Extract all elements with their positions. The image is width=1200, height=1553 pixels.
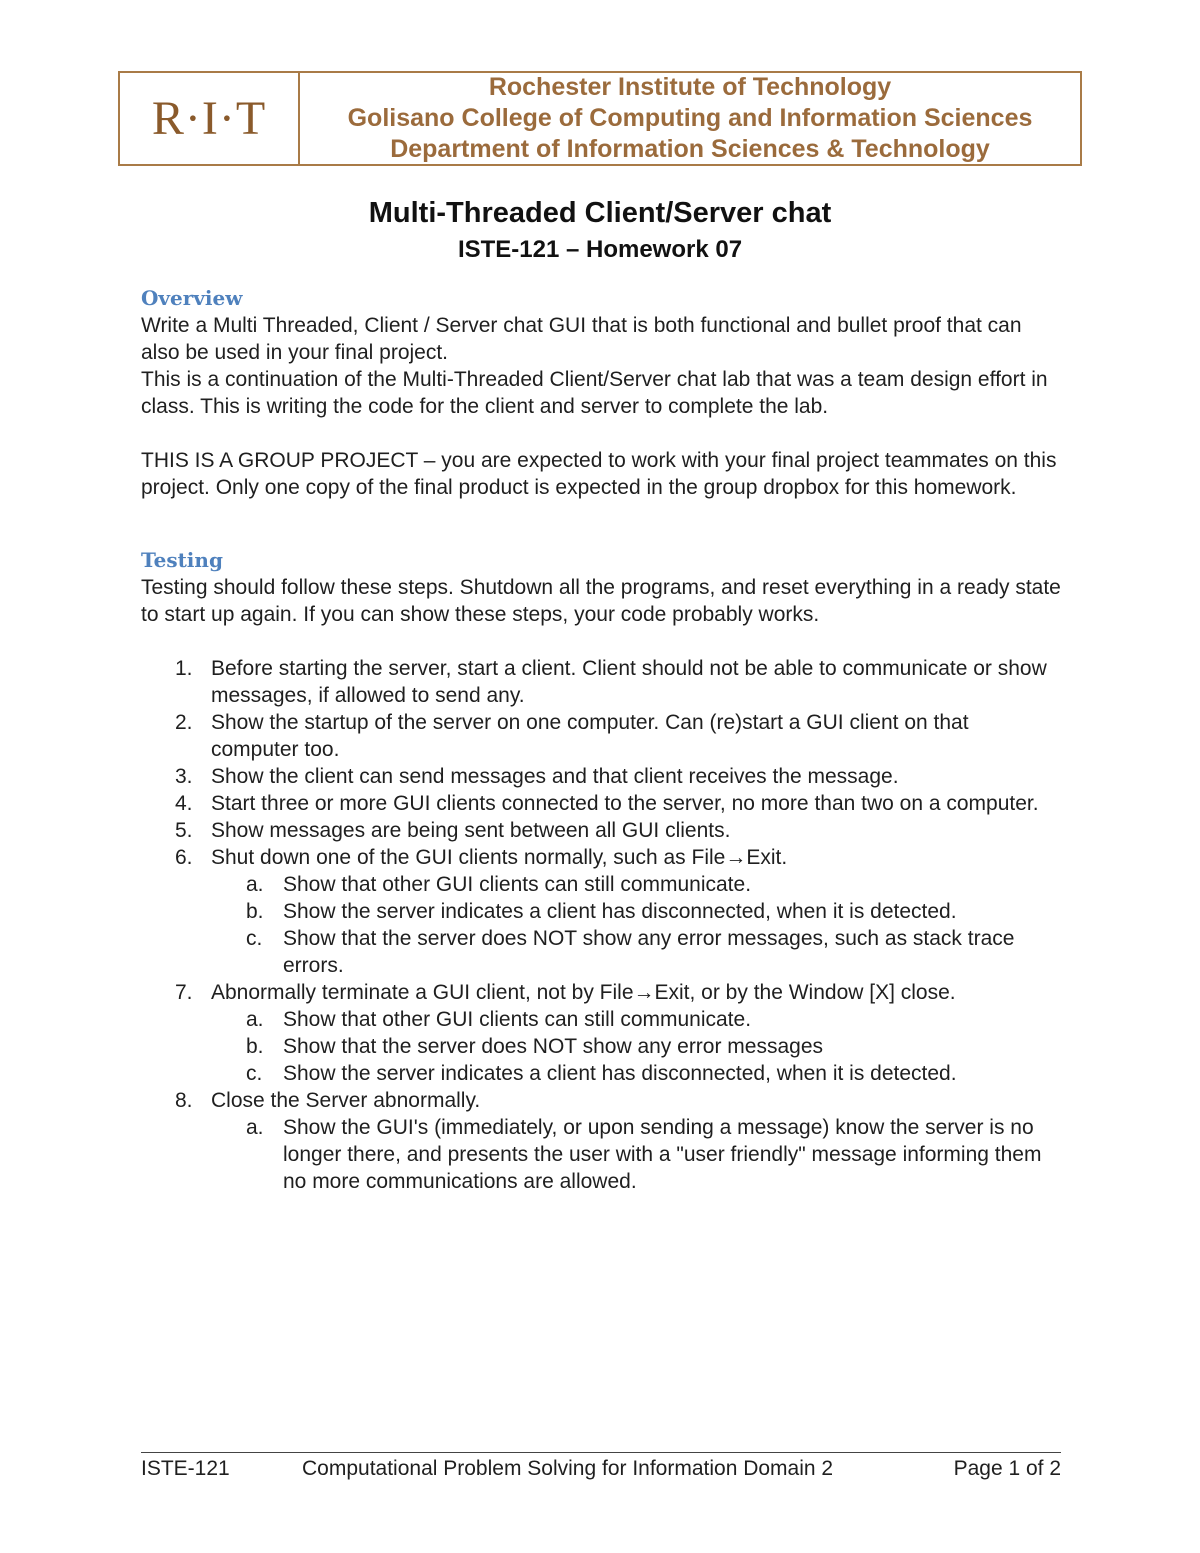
overview-paragraph-2: This is a continuation of the Multi-Threaded Client/Server chat lab that was a team design effort in class. This is writing the code for the client and server to complete the lab. [141, 368, 1048, 418]
footer-course-code: ISTE-121 [141, 1457, 230, 1480]
substep-letter: a. [246, 873, 264, 896]
step-number: 7. [175, 981, 193, 1004]
overview-paragraph-3: THIS IS A GROUP PROJECT – you are expected to work with your final project teammates on this project. Only one copy of the final product is expected in the group dropbox for this homework. [141, 449, 1057, 499]
testing-substep [141, 925, 1061, 979]
substep-letter: c. [246, 1062, 263, 1085]
logo-cell [120, 73, 300, 164]
step-text: Abnormally terminate a GUI client, not by File→Exit, or by the Window [X] close. [211, 981, 956, 1004]
substep-text: Show the server indicates a client has disconnected, when it is detected. [283, 1062, 957, 1085]
document-subtitle: ISTE-121 – Homework 07 [457, 236, 743, 263]
substep-text: Show that the server does NOT show any error messages, such as stack trace errors. [283, 927, 1015, 977]
substep-letter: b. [246, 1035, 264, 1058]
college-name: Golisano College of Computing and Information Sciences [347, 104, 1033, 132]
substep-text: Show that the server does NOT show any error messages [283, 1035, 824, 1058]
step-text: Shut down one of the GUI clients normally, such as File→Exit. [211, 846, 788, 869]
page-footer [141, 1457, 1061, 1485]
testing-step [141, 763, 1061, 790]
step-number: 4. [175, 792, 193, 815]
step-number: 1. [175, 657, 193, 680]
testing-step [141, 817, 1061, 844]
step-number: 8. [175, 1089, 193, 1112]
substep-text: Show the server indicates a client has disconnected, when it is detected. [283, 900, 957, 923]
rit-logo: R·I·T [151, 92, 267, 145]
testing-steps-list [141, 655, 1061, 1195]
testing-step [141, 709, 1061, 763]
testing-substep [141, 1006, 1061, 1033]
step-text: Close the Server abnormally. [211, 1089, 481, 1112]
overview-paragraph-1: Write a Multi Threaded, Client / Server chat GUI that is both functional and bullet proof that can also be used in your final project. [141, 314, 1022, 364]
overview-heading: Overview [141, 286, 243, 310]
testing-substep [141, 1033, 1061, 1060]
testing-intro: Testing should follow these steps. Shutdown all the programs, and reset everything in a ready state to start up again. If you can show these steps, your code probably works. [141, 576, 1061, 626]
substep-letter: b. [246, 900, 264, 923]
testing-step [141, 979, 1061, 1087]
step-number: 2. [175, 711, 193, 734]
footer-divider [141, 1452, 1061, 1453]
document-body [141, 285, 1061, 1195]
testing-step [141, 790, 1061, 817]
substep-text: Show that other GUI clients can still communicate. [283, 873, 752, 896]
letterhead-text [300, 73, 1080, 164]
step-number: 6. [175, 846, 193, 869]
testing-substep [141, 1060, 1061, 1087]
testing-step [141, 844, 1061, 979]
step-text: Show the client can send messages and that client receives the message. [211, 765, 899, 788]
testing-step [141, 1087, 1061, 1195]
substep-letter: a. [246, 1008, 264, 1031]
testing-substep [141, 871, 1061, 898]
substep-text: Show the GUI's (immediately, or upon sending a message) know the server is no longer there, and presents the user with a "user friendly" message informing them no more communications are allowed. [283, 1116, 1042, 1193]
department-name: Department of Information Sciences & Technology [390, 135, 990, 163]
substep-letter: c. [246, 927, 263, 950]
step-number: 5. [175, 819, 193, 842]
step-text: Show the startup of the server on one computer. Can (re)start a GUI client on that computer too. [211, 711, 969, 761]
testing-substep [141, 1114, 1061, 1195]
substep-letter: a. [246, 1116, 264, 1139]
document-title: Multi-Threaded Client/Server chat [368, 197, 832, 229]
step-number: 3. [175, 765, 193, 788]
footer-page-number: Page 1 of 2 [953, 1457, 1061, 1480]
step-text: Before starting the server, start a client. Client should not be able to communicate or show messages, if allowed to send any. [211, 657, 1047, 707]
substep-text: Show that other GUI clients can still communicate. [283, 1008, 752, 1031]
testing-substep [141, 898, 1061, 925]
testing-step [141, 655, 1061, 709]
testing-heading: Testing [141, 548, 223, 572]
footer-course-title: Computational Problem Solving for Information Domain 2 [302, 1457, 834, 1480]
letterhead [118, 71, 1082, 166]
institute-name: Rochester Institute of Technology [488, 73, 892, 101]
step-text: Show messages are being sent between all GUI clients. [211, 819, 731, 842]
step-text: Start three or more GUI clients connected to the server, no more than two on a computer. [211, 792, 1039, 815]
